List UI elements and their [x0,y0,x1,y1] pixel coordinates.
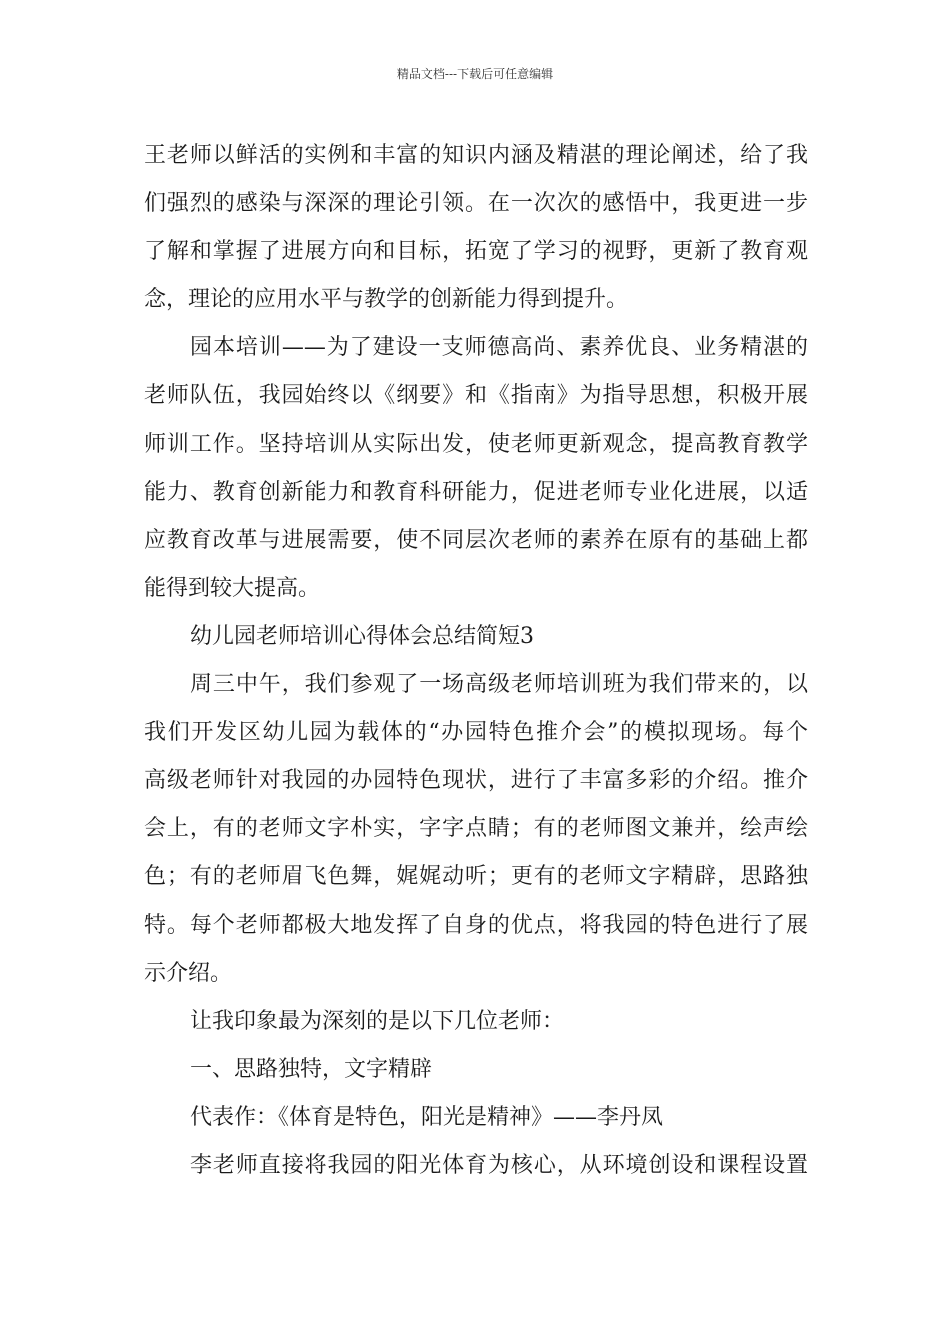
text-line: 老师队伍，我园始终以《纲要》和《指南》为指导思想，积极开展 [144,383,808,409]
text-line: 能得到较大提高。 [144,575,321,601]
text-line: 特。每个老师都极大地发挥了自身的优点，将我园的特色进行了展 [144,912,808,938]
text-line: 了解和掌握了进展方向和目标，拓宽了学习的视野，更新了教育观 [144,239,808,265]
text-line: 们强烈的感染与深深的理论引领。在一次次的感悟中，我更进一步 [144,191,808,217]
text-line: 色；有的老师眉飞色舞，娓娓动听；更有的老师文字精辟，思路独 [144,864,808,890]
text-line: 能力、教育创新能力和教育科研能力，促进老师专业化进展，以适 [144,479,808,505]
text-line: 应教育改革与进展需要，使不同层次老师的素养在原有的基础上都 [144,527,808,553]
text-line: 周三中午，我们参观了一场高级老师培训班为我们带来的，以 [190,672,808,698]
text-line: 高级老师针对我园的办园特色现状，进行了丰富多彩的介绍。推介 [144,768,808,794]
text-line: 念，理论的应用水平与教学的创新能力得到提升。 [144,287,629,313]
page-header: 精品文档---下载后可任意编辑 [396,67,554,81]
text-line: 王老师以鲜活的实例和丰富的知识内涵及精湛的理论阐述，给了我 [144,143,808,168]
text-line: 园本培训——为了建设一支师德高尚、素养优良、业务精湛的 [190,335,808,361]
text-line: 代表作：《体育是特色，阳光是精神》——李丹凤 [190,1104,664,1130]
text-line: 让我印象最为深刻的是以下几位老师： [190,1008,565,1034]
text-line: 我们开发区幼儿园为载体的“办园特色推介会”的模拟现场。每个 [144,720,808,746]
text-line: 李老师直接将我园的阳光体育为核心，从环境创设和课程设置 [190,1152,808,1178]
subsection-heading: 一、思路独特，文字精辟 [190,1056,433,1082]
text-line: 师训工作。坚持培训从实际出发，使老师更新观念，提高教育教学 [144,431,808,457]
text-line: 会上，有的老师文字朴实，字字点睛；有的老师图文兼并，绘声绘 [144,816,808,842]
text-line: 示介绍。 [144,960,233,986]
document-body [144,132,808,1190]
section-heading: 幼儿园老师培训心得体会总结简短3 [190,623,534,649]
